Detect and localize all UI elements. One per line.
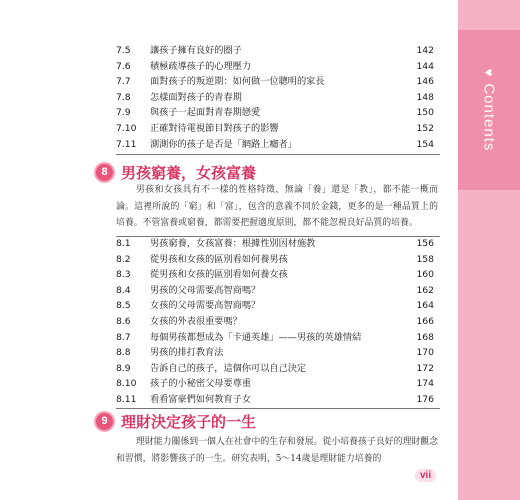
toc-entry[interactable]: [116, 283, 436, 299]
toc-entry-title: 男孩的父母需要高智商嗎？: [150, 284, 261, 296]
toc-entry[interactable]: [116, 361, 436, 377]
toc-entry-page: 150: [416, 107, 434, 119]
toc-entry-title: 孩子的小秘密父母要尊重: [150, 378, 252, 390]
toc-entry-number: 8.1: [116, 238, 131, 249]
toc-entry[interactable]: [116, 392, 436, 408]
toc-entry-page: 160: [416, 269, 434, 281]
toc-entry-page: 168: [416, 331, 434, 343]
toc-entry-title: 告訴自己的孩子，這個你可以自己決定: [150, 362, 307, 374]
toc-entry-number: 7.9: [116, 107, 131, 119]
toc-entry[interactable]: [116, 252, 436, 268]
toc-entry-title: 讓孩子擁有良好的圈子: [150, 45, 242, 56]
page-number: vii: [415, 469, 436, 482]
toc-entry[interactable]: [116, 121, 436, 137]
toc-entry-number: 7.7: [116, 76, 131, 88]
toc-entry-title: 正確對待電視節目對孩子的影響: [150, 122, 279, 134]
toc-entry-page: 146: [416, 76, 434, 88]
heart-icon: ♥: [481, 68, 497, 78]
toc-divider: [116, 154, 440, 155]
toc-entry-number: 7.11: [116, 138, 137, 150]
contents-side-tab: [458, 0, 520, 500]
toc-entry[interactable]: [116, 74, 436, 90]
toc-entry-page: 156: [416, 238, 434, 249]
toc-entry-page: 166: [416, 315, 434, 327]
toc-entry-number: 8.4: [116, 284, 131, 296]
toc-entry-page: 176: [416, 393, 434, 405]
toc-entry-number: 8.9: [116, 362, 131, 374]
toc-entry[interactable]: [116, 43, 436, 59]
toc-entry-page: 142: [416, 45, 434, 56]
toc-entry[interactable]: [116, 105, 436, 121]
toc-entry-page: 148: [416, 91, 434, 103]
section-9-heading: [94, 409, 256, 433]
contents-tab-label: [481, 69, 498, 152]
toc-entry-title: 女孩的父母需要高智商嗎？: [150, 300, 261, 312]
toc-entry-title: 女孩的外表很重要嗎？: [150, 315, 242, 327]
toc-entry-number: 8.3: [116, 269, 131, 281]
section-8-heading: [94, 160, 256, 184]
toc-entry-page: 158: [416, 253, 434, 265]
toc-entry-title: 與孩子一起面對青春期戀愛: [150, 107, 261, 119]
section-number-badge: 9: [94, 411, 115, 432]
toc-entry-page: 172: [416, 362, 434, 374]
toc-entry-number: 8.6: [116, 315, 131, 327]
section-8-intro: 男孩和女孩具有不一樣的性格特徵，無論「養」還是「教」，都不能一概而論。這裡所說的「窮」和「富」，包含的意義不同於金錢，更多的是一種品質上的培養。不管富養或窮養，都需要把握適度原則，都不能忽視良好品質的培養。: [116, 185, 438, 228]
toc-entry-number: 7.6: [116, 60, 131, 72]
toc-entry-number: 7.5: [116, 45, 131, 56]
toc-entry-number: 8.5: [116, 300, 131, 312]
toc-list-chapter-8: [116, 236, 436, 408]
section-title: 男孩窮養，女孩富養: [121, 163, 257, 182]
toc-list-chapter-7: [116, 43, 436, 152]
toc-entry-page: 154: [416, 138, 434, 150]
toc-entry-page: 144: [416, 60, 434, 72]
toc-entry-number: 8.7: [116, 331, 131, 343]
toc-entry[interactable]: [116, 376, 436, 392]
section-9-intro: 理財能力關係到一個人在社會中的生存和發展。從小培養孩子良好的理財觀念和習慣，將影響孩子的一生。研究表明，5～14歲是理財能力培養的: [116, 437, 438, 464]
toc-entry-title: 積極疏導孩子的心理壓力: [150, 60, 252, 72]
toc-entry[interactable]: [116, 314, 436, 330]
toc-entry-number: 7.10: [116, 122, 137, 134]
toc-entry-number: 8.11: [116, 393, 137, 405]
toc-entry[interactable]: [116, 298, 436, 314]
toc-entry[interactable]: [116, 345, 436, 361]
toc-entry-page: 170: [416, 347, 434, 359]
section-number-badge: 8: [94, 162, 115, 183]
toc-entry-title: 面對孩子的叛逆期：如何做一位聰明的家長: [150, 76, 325, 88]
toc-entry-page: 162: [416, 284, 434, 296]
toc-entry-number: 8.10: [116, 378, 137, 390]
toc-entry-number: 7.8: [116, 91, 131, 103]
toc-entry-number: 8.2: [116, 253, 131, 265]
toc-entry-title: 從男孩和女孩的區別看如何養女孩: [150, 269, 288, 281]
toc-entry-title: 每個男孩都想成為「卡通英雄」——男孩的英雄情結: [150, 331, 362, 343]
toc-entry-title: 測測你的孩子是否是「網路上癮者」: [150, 138, 297, 150]
toc-entry-title: 怎樣面對孩子的青春期: [150, 91, 242, 103]
toc-entry[interactable]: [116, 330, 436, 346]
toc-entry-title: 從男孩和女孩的區別看如何養男孩: [150, 253, 288, 265]
toc-entry-page: 174: [416, 378, 434, 390]
toc-entry-page: 164: [416, 300, 434, 312]
toc-entry[interactable]: [116, 236, 436, 252]
toc-entry[interactable]: [116, 137, 436, 153]
toc-entry[interactable]: [116, 59, 436, 75]
section-title: 理財決定孩子的一生: [121, 412, 257, 431]
toc-entry-page: 152: [416, 122, 434, 134]
toc-entry-title: 男孩窮養，女孩富養：根據性別因材施教: [150, 238, 316, 249]
toc-entry-title: 男孩的排打教育法: [150, 347, 224, 359]
toc-entry[interactable]: [116, 90, 436, 106]
contents-tab-text: Contents: [480, 83, 498, 152]
toc-entry-title: 看看富豪們如何教育子女: [150, 393, 252, 405]
toc-entry[interactable]: [116, 267, 436, 283]
toc-entry-number: 8.8: [116, 347, 131, 359]
